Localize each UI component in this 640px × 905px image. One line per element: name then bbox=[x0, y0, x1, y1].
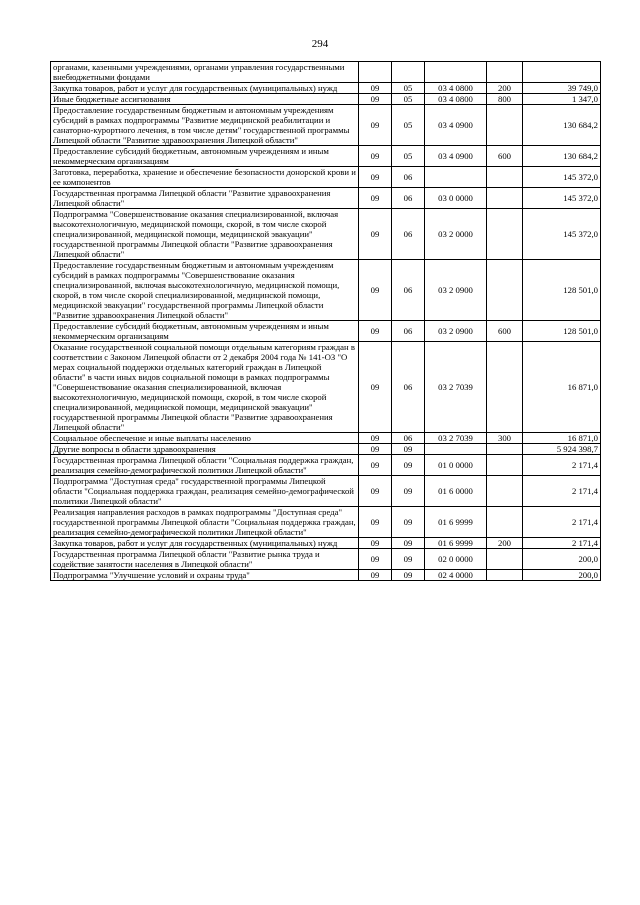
table-row bbox=[51, 260, 601, 321]
row-section-code: 09 bbox=[359, 476, 392, 507]
row-target-article: 03 0 0000 bbox=[425, 188, 487, 209]
row-target-article: 01 6 9999 bbox=[425, 538, 487, 549]
row-target-article: 02 4 0000 bbox=[425, 570, 487, 581]
row-name: Предоставление субсидий бюджетным, автономным учреждениям и иным некоммерческим организациям bbox=[51, 146, 359, 167]
row-amount: 2 171,4 bbox=[523, 538, 601, 549]
row-amount: 200,0 bbox=[523, 570, 601, 581]
row-amount: 145 372,0 bbox=[523, 188, 601, 209]
table-row bbox=[51, 94, 601, 105]
row-name: Предоставление государственным бюджетным и автономным учреждениям субсидий в рамках подпрограммы "Развитие медицинской реабилитации и санаторно-курортного лечения, в том числе детям" государственной программы Липецкой области "Развитие здравоохранения Липецкой области" bbox=[51, 105, 359, 146]
row-subsection-code: 05 bbox=[392, 94, 425, 105]
row-target-article: 03 4 0900 bbox=[425, 105, 487, 146]
row-name: Оказание государственной социальной помощи отдельным категориям граждан в соответствии с Законом Липецкой области от 2 декабря 2004 года № 141-ОЗ "О мерах социальной поддержки отдельных категорий граждан в Липецкой области" в части иных видов социальной помощи в рамках подпрограммы "Совершенствование оказания специализированной, включая высокотехнологичную, медицинской помощи, скорой, в том числе скорой специализированной, медицинской помощи, медицинской эвакуации" государственной программы Липецкой области "Развитие здравоохранения Липецкой области" bbox=[51, 342, 359, 433]
row-amount: 2 171,4 bbox=[523, 507, 601, 538]
table-row bbox=[51, 146, 601, 167]
row-subsection-code: 06 bbox=[392, 209, 425, 260]
row-expense-type bbox=[487, 105, 523, 146]
row-amount: 130 684,2 bbox=[523, 105, 601, 146]
row-section-code: 09 bbox=[359, 146, 392, 167]
row-section-code: 09 bbox=[359, 538, 392, 549]
row-expense-type bbox=[487, 209, 523, 260]
row-amount: 16 871,0 bbox=[523, 342, 601, 433]
row-amount: 39 749,0 bbox=[523, 83, 601, 94]
table-row bbox=[51, 105, 601, 146]
row-subsection-code: 06 bbox=[392, 260, 425, 321]
table-row bbox=[51, 321, 601, 342]
row-amount bbox=[523, 62, 601, 83]
row-name: Другие вопросы в области здравоохранения bbox=[51, 444, 359, 455]
row-name: Подпрограмма "Улучшение условий и охраны труда" bbox=[51, 570, 359, 581]
row-target-article: 03 2 0000 bbox=[425, 209, 487, 260]
row-subsection-code: 09 bbox=[392, 549, 425, 570]
row-name: органами, казенными учреждениями, органами управления государственными внебюджетными фондами bbox=[51, 62, 359, 83]
row-subsection-code: 09 bbox=[392, 444, 425, 455]
row-subsection-code: 06 bbox=[392, 321, 425, 342]
row-expense-type bbox=[487, 549, 523, 570]
row-subsection-code: 06 bbox=[392, 167, 425, 188]
row-section-code: 09 bbox=[359, 444, 392, 455]
row-subsection-code: 09 bbox=[392, 507, 425, 538]
row-expense-type bbox=[487, 455, 523, 476]
row-expense-type bbox=[487, 167, 523, 188]
row-target-article: 03 2 0900 bbox=[425, 260, 487, 321]
table-row bbox=[51, 433, 601, 444]
row-expense-type: 600 bbox=[487, 321, 523, 342]
row-expense-type bbox=[487, 476, 523, 507]
row-subsection-code: 06 bbox=[392, 342, 425, 433]
row-amount: 2 171,4 bbox=[523, 455, 601, 476]
row-name: Заготовка, переработка, хранение и обеспечение безопасности донорской крови и ее компонентов bbox=[51, 167, 359, 188]
row-target-article bbox=[425, 62, 487, 83]
row-expense-type: 300 bbox=[487, 433, 523, 444]
row-amount: 128 501,0 bbox=[523, 260, 601, 321]
row-section-code: 09 bbox=[359, 342, 392, 433]
row-section-code: 09 bbox=[359, 260, 392, 321]
row-section-code: 09 bbox=[359, 570, 392, 581]
row-name: Предоставление государственным бюджетным и автономным учреждениям субсидий в рамках подпрограммы "Совершенствование оказания специализированной, включая высокотехнологичную, медицинской помощи, скорой, в том числе скорой специализированной, медицинской помощи, медицинской эвакуации" государственной программы Липецкой области "Развитие здравоохранения Липецкой области" bbox=[51, 260, 359, 321]
row-name: Государственная программа Липецкой области "Развитие здравоохранения Липецкой области" bbox=[51, 188, 359, 209]
table-row bbox=[51, 549, 601, 570]
row-name: Подпрограмма "Совершенствование оказания специализированной, включая высокотехнологичную, медицинской помощи, скорой, в том числе скорой специализированной, медицинской помощи, медицинской эвакуации" государственной программы Липецкой области "Развитие здравоохранения Липецкой области" bbox=[51, 209, 359, 260]
row-target-article: 03 2 7039 bbox=[425, 342, 487, 433]
table-row bbox=[51, 209, 601, 260]
row-target-article: 03 4 0900 bbox=[425, 146, 487, 167]
table-row bbox=[51, 83, 601, 94]
table-row bbox=[51, 538, 601, 549]
row-section-code: 09 bbox=[359, 94, 392, 105]
row-name: Реализация направления расходов в рамках подпрограммы "Доступная среда" государственной программы Липецкой области "Социальная поддержка граждан, реализация семейно-демографической политики Липецкой области" bbox=[51, 507, 359, 538]
row-target-article: 02 0 0000 bbox=[425, 549, 487, 570]
row-subsection-code: 05 bbox=[392, 83, 425, 94]
row-target-article: 03 2 0900 bbox=[425, 321, 487, 342]
page-number: 294 bbox=[311, 38, 329, 50]
row-amount: 5 924 398,7 bbox=[523, 444, 601, 455]
row-subsection-code: 06 bbox=[392, 188, 425, 209]
table-row bbox=[51, 476, 601, 507]
row-target-article bbox=[425, 167, 487, 188]
row-amount: 130 684,2 bbox=[523, 146, 601, 167]
row-target-article bbox=[425, 444, 487, 455]
row-expense-type: 800 bbox=[487, 94, 523, 105]
row-name: Государственная программа Липецкой области "Развитие рынка труда и содействие занятости населения в Липецкой области" bbox=[51, 549, 359, 570]
row-section-code: 09 bbox=[359, 549, 392, 570]
row-subsection-code: 09 bbox=[392, 538, 425, 549]
row-subsection-code: 09 bbox=[392, 476, 425, 507]
row-expense-type bbox=[487, 570, 523, 581]
row-amount: 16 871,0 bbox=[523, 433, 601, 444]
row-expense-type: 200 bbox=[487, 538, 523, 549]
row-expense-type bbox=[487, 507, 523, 538]
row-section-code: 09 bbox=[359, 433, 392, 444]
row-section-code: 09 bbox=[359, 321, 392, 342]
row-amount: 145 372,0 bbox=[523, 209, 601, 260]
row-amount: 128 501,0 bbox=[523, 321, 601, 342]
row-subsection-code bbox=[392, 62, 425, 83]
row-target-article: 01 6 0000 bbox=[425, 476, 487, 507]
row-expense-type: 200 bbox=[487, 83, 523, 94]
row-amount: 1 347,0 bbox=[523, 94, 601, 105]
budget-table bbox=[50, 61, 601, 581]
row-section-code: 09 bbox=[359, 507, 392, 538]
table-row bbox=[51, 444, 601, 455]
row-subsection-code: 06 bbox=[392, 433, 425, 444]
table-row bbox=[51, 570, 601, 581]
row-section-code: 09 bbox=[359, 83, 392, 94]
row-expense-type bbox=[487, 342, 523, 433]
row-name: Предоставление субсидий бюджетным, автономным учреждениям и иным некоммерческим организациям bbox=[51, 321, 359, 342]
row-amount: 200,0 bbox=[523, 549, 601, 570]
budget-table-body bbox=[51, 62, 601, 581]
row-name: Социальное обеспечение и иные выплаты населению bbox=[51, 433, 359, 444]
row-target-article: 01 6 9999 bbox=[425, 507, 487, 538]
row-subsection-code: 05 bbox=[392, 146, 425, 167]
row-name: Закупка товаров, работ и услуг для государственных (муниципальных) нужд bbox=[51, 538, 359, 549]
table-row bbox=[51, 455, 601, 476]
row-target-article: 01 0 0000 bbox=[425, 455, 487, 476]
table-row bbox=[51, 62, 601, 83]
row-target-article: 03 4 0800 bbox=[425, 94, 487, 105]
table-row bbox=[51, 507, 601, 538]
row-section-code bbox=[359, 62, 392, 83]
row-target-article: 03 2 7039 bbox=[425, 433, 487, 444]
table-row bbox=[51, 342, 601, 433]
row-section-code: 09 bbox=[359, 209, 392, 260]
row-section-code: 09 bbox=[359, 455, 392, 476]
row-section-code: 09 bbox=[359, 167, 392, 188]
row-target-article: 03 4 0800 bbox=[425, 83, 487, 94]
table-row bbox=[51, 167, 601, 188]
row-subsection-code: 09 bbox=[392, 570, 425, 581]
row-name: Иные бюджетные ассигнования bbox=[51, 94, 359, 105]
row-name: Подпрограмма "Доступная среда" государственной программы Липецкой области "Социальная поддержка граждан, реализация семейно-демографической политики Липецкой области" bbox=[51, 476, 359, 507]
row-expense-type bbox=[487, 188, 523, 209]
row-expense-type bbox=[487, 62, 523, 83]
row-name: Государственная программа Липецкой области "Социальная поддержка граждан, реализация семейно-демографической политики Липецкой области" bbox=[51, 455, 359, 476]
table-row bbox=[51, 188, 601, 209]
row-amount: 2 171,4 bbox=[523, 476, 601, 507]
row-subsection-code: 05 bbox=[392, 105, 425, 146]
row-name: Закупка товаров, работ и услуг для государственных (муниципальных) нужд bbox=[51, 83, 359, 94]
row-expense-type bbox=[487, 260, 523, 321]
row-section-code: 09 bbox=[359, 188, 392, 209]
row-expense-type bbox=[487, 444, 523, 455]
row-amount: 145 372,0 bbox=[523, 167, 601, 188]
row-section-code: 09 bbox=[359, 105, 392, 146]
row-subsection-code: 09 bbox=[392, 455, 425, 476]
row-expense-type: 600 bbox=[487, 146, 523, 167]
